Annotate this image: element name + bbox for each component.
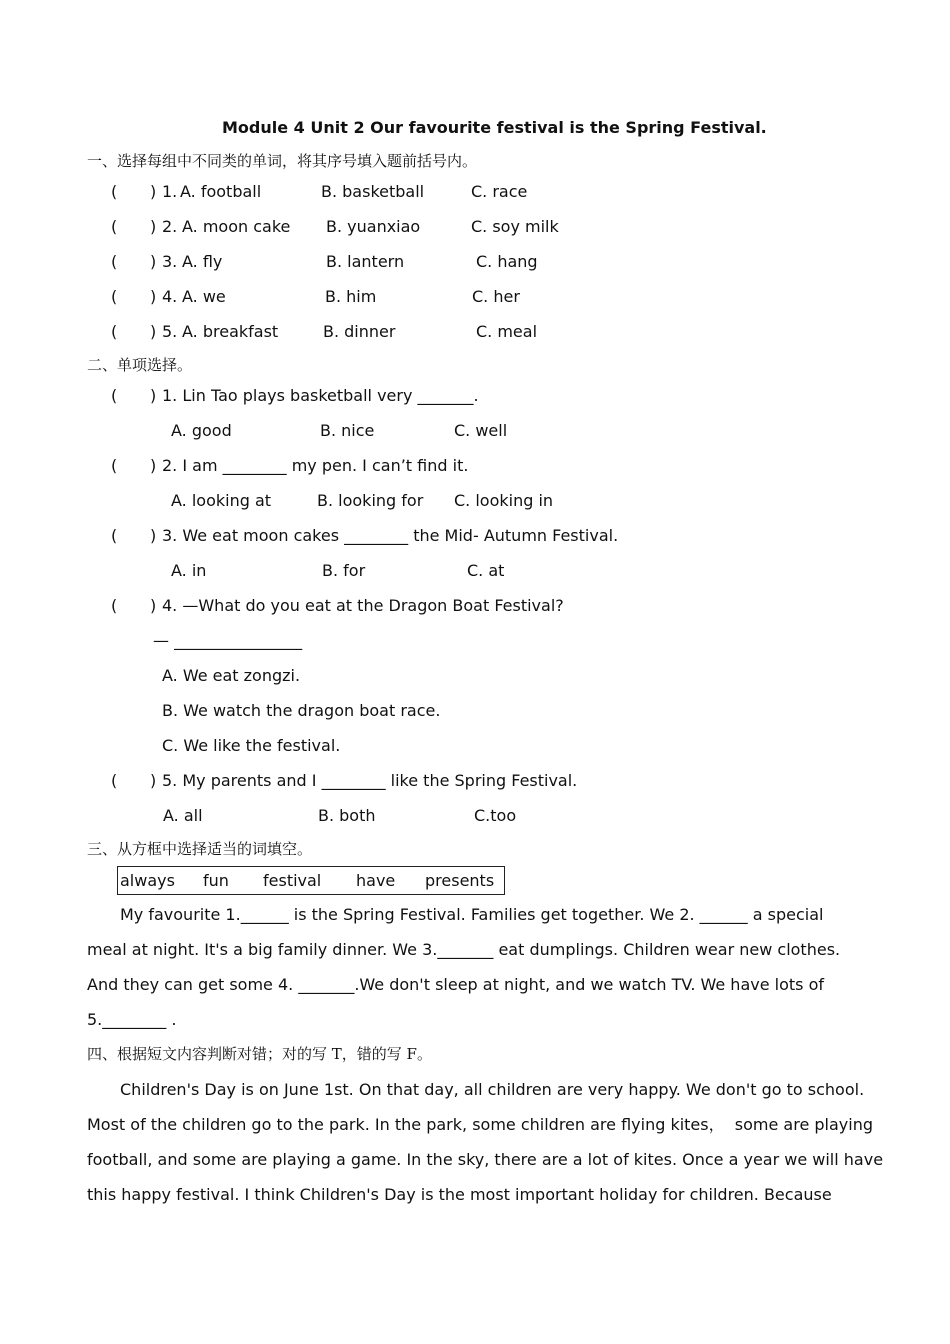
option-c: C. hang [476, 252, 538, 271]
answer-bracket-open[interactable]: ( [111, 386, 118, 405]
answer-bracket-open[interactable]: ( [111, 287, 118, 306]
passage-line: football, and some are playing a game. In the sky, there are a lot of kites. Once a year we will have [87, 1150, 884, 1169]
section-2-heading: 二、单项选择。 [87, 356, 193, 374]
option-b: B. looking for [317, 491, 424, 510]
option-a: A. all [163, 806, 203, 825]
option-b: B. lantern [326, 252, 405, 271]
answer-bracket-open[interactable]: ( [111, 182, 118, 201]
option-c: C. meal [476, 322, 538, 341]
passage-line: 5.________ . [87, 1010, 177, 1029]
answer-bracket-open[interactable]: ( [111, 526, 118, 545]
option-b: B. yuanxiao [326, 217, 421, 236]
question-4: 4. —What do you eat at the Dragon Boat Festival? [162, 596, 564, 615]
option-c: C. We like the festival. [162, 736, 341, 755]
answer-bracket-open[interactable]: ( [111, 252, 118, 271]
option-a: A. good [171, 421, 232, 440]
option-c: C. well [454, 421, 508, 440]
answer-bracket-close: ) [150, 526, 157, 545]
answer-bracket-close: ) [150, 386, 157, 405]
question-2: 2. I am ________ my pen. I can’t find it. [162, 456, 469, 475]
section-4-heading: 四、根据短文内容判断对错；对的写 T，错的写 F。 [87, 1045, 432, 1063]
option-a: A. in [171, 561, 207, 580]
option-a: A. football [180, 182, 262, 201]
answer-bracket-open[interactable]: ( [111, 217, 118, 236]
answer-bracket-close: ) [150, 287, 157, 306]
answer-bracket-open[interactable]: ( [111, 322, 118, 341]
section-3-heading: 三、从方框中选择适当的词填空。 [87, 840, 313, 858]
question-5: 5. My parents and I ________ like the Spring Festival. [162, 771, 578, 790]
answer-bracket-close: ) [150, 596, 157, 615]
answer-bracket-close: ) [150, 182, 157, 201]
option-c: C. race [471, 182, 528, 201]
answer-bracket-close: ) [150, 456, 157, 475]
answer-bracket-open[interactable]: ( [111, 596, 118, 615]
answer-bracket-close: ) [150, 252, 157, 271]
word-fun: fun [203, 871, 229, 890]
page-title: Module 4 Unit 2 Our favourite festival is the Spring Festival. [222, 118, 767, 137]
answer-bracket-open[interactable]: ( [111, 771, 118, 790]
answer-bracket-close: ) [150, 322, 157, 341]
option-a: A. moon cake [182, 217, 291, 236]
answer-bracket-open[interactable]: ( [111, 456, 118, 475]
answer-bracket-close: ) [150, 771, 157, 790]
option-b: B. dinner [323, 322, 396, 341]
word-presents: presents [425, 871, 495, 890]
option-b: B. basketball [321, 182, 425, 201]
question-3: 3. We eat moon cakes ________ the Mid- Autumn Festival. [162, 526, 619, 545]
word-always: always [120, 871, 175, 890]
section-1-heading: 一、选择每组中不同类的单词，将其序号填入题前括号内。 [87, 152, 478, 170]
option-b: B. We watch the dragon boat race. [162, 701, 441, 720]
option-c: C. soy milk [471, 217, 559, 236]
option-b: B. for [322, 561, 366, 580]
option-c: C. at [467, 561, 505, 580]
option-c: C.too [474, 806, 517, 825]
option-a: A. we [182, 287, 226, 306]
item-number: 2. [162, 217, 183, 236]
option-a: A. breakfast [182, 322, 279, 341]
option-b: B. nice [320, 421, 375, 440]
option-a: A. fly [182, 252, 223, 271]
option-a: A. We eat zongzi. [162, 666, 301, 685]
item-number: 1. [162, 182, 183, 201]
passage-line: Most of the children go to the park. In the park, some children are flying kites， some are playing [87, 1115, 873, 1134]
word-festival: festival [263, 871, 322, 890]
passage-line: meal at night. It's a big family dinner. We 3._______ eat dumplings. Children wear new clothes. [87, 940, 841, 959]
passage-line: My favourite 1.______ is the Spring Festival. Families get together. We 2. ______ a special [120, 905, 824, 924]
word-have: have [356, 871, 396, 890]
option-c: C. looking in [454, 491, 554, 510]
option-b: B. him [325, 287, 377, 306]
answer-bracket-close: ) [150, 217, 157, 236]
passage-line: And they can get some 4. _______.We don't sleep at night, and we watch TV. We have lots of [87, 975, 824, 994]
item-number: 3. [162, 252, 183, 271]
answer-line[interactable]: — ________________ [153, 631, 303, 650]
item-number: 4. [162, 287, 183, 306]
item-number: 5. [162, 322, 183, 341]
question-1: 1. Lin Tao plays basketball very _______. [162, 386, 479, 405]
option-b: B. both [318, 806, 376, 825]
option-c: C. her [472, 287, 520, 306]
passage-line: Children's Day is on June 1st. On that day, all children are very happy. We don't go to school. [120, 1080, 865, 1099]
passage-line: this happy festival. I think Children's Day is the most important holiday for children. Because [87, 1185, 832, 1204]
option-a: A. looking at [171, 491, 272, 510]
